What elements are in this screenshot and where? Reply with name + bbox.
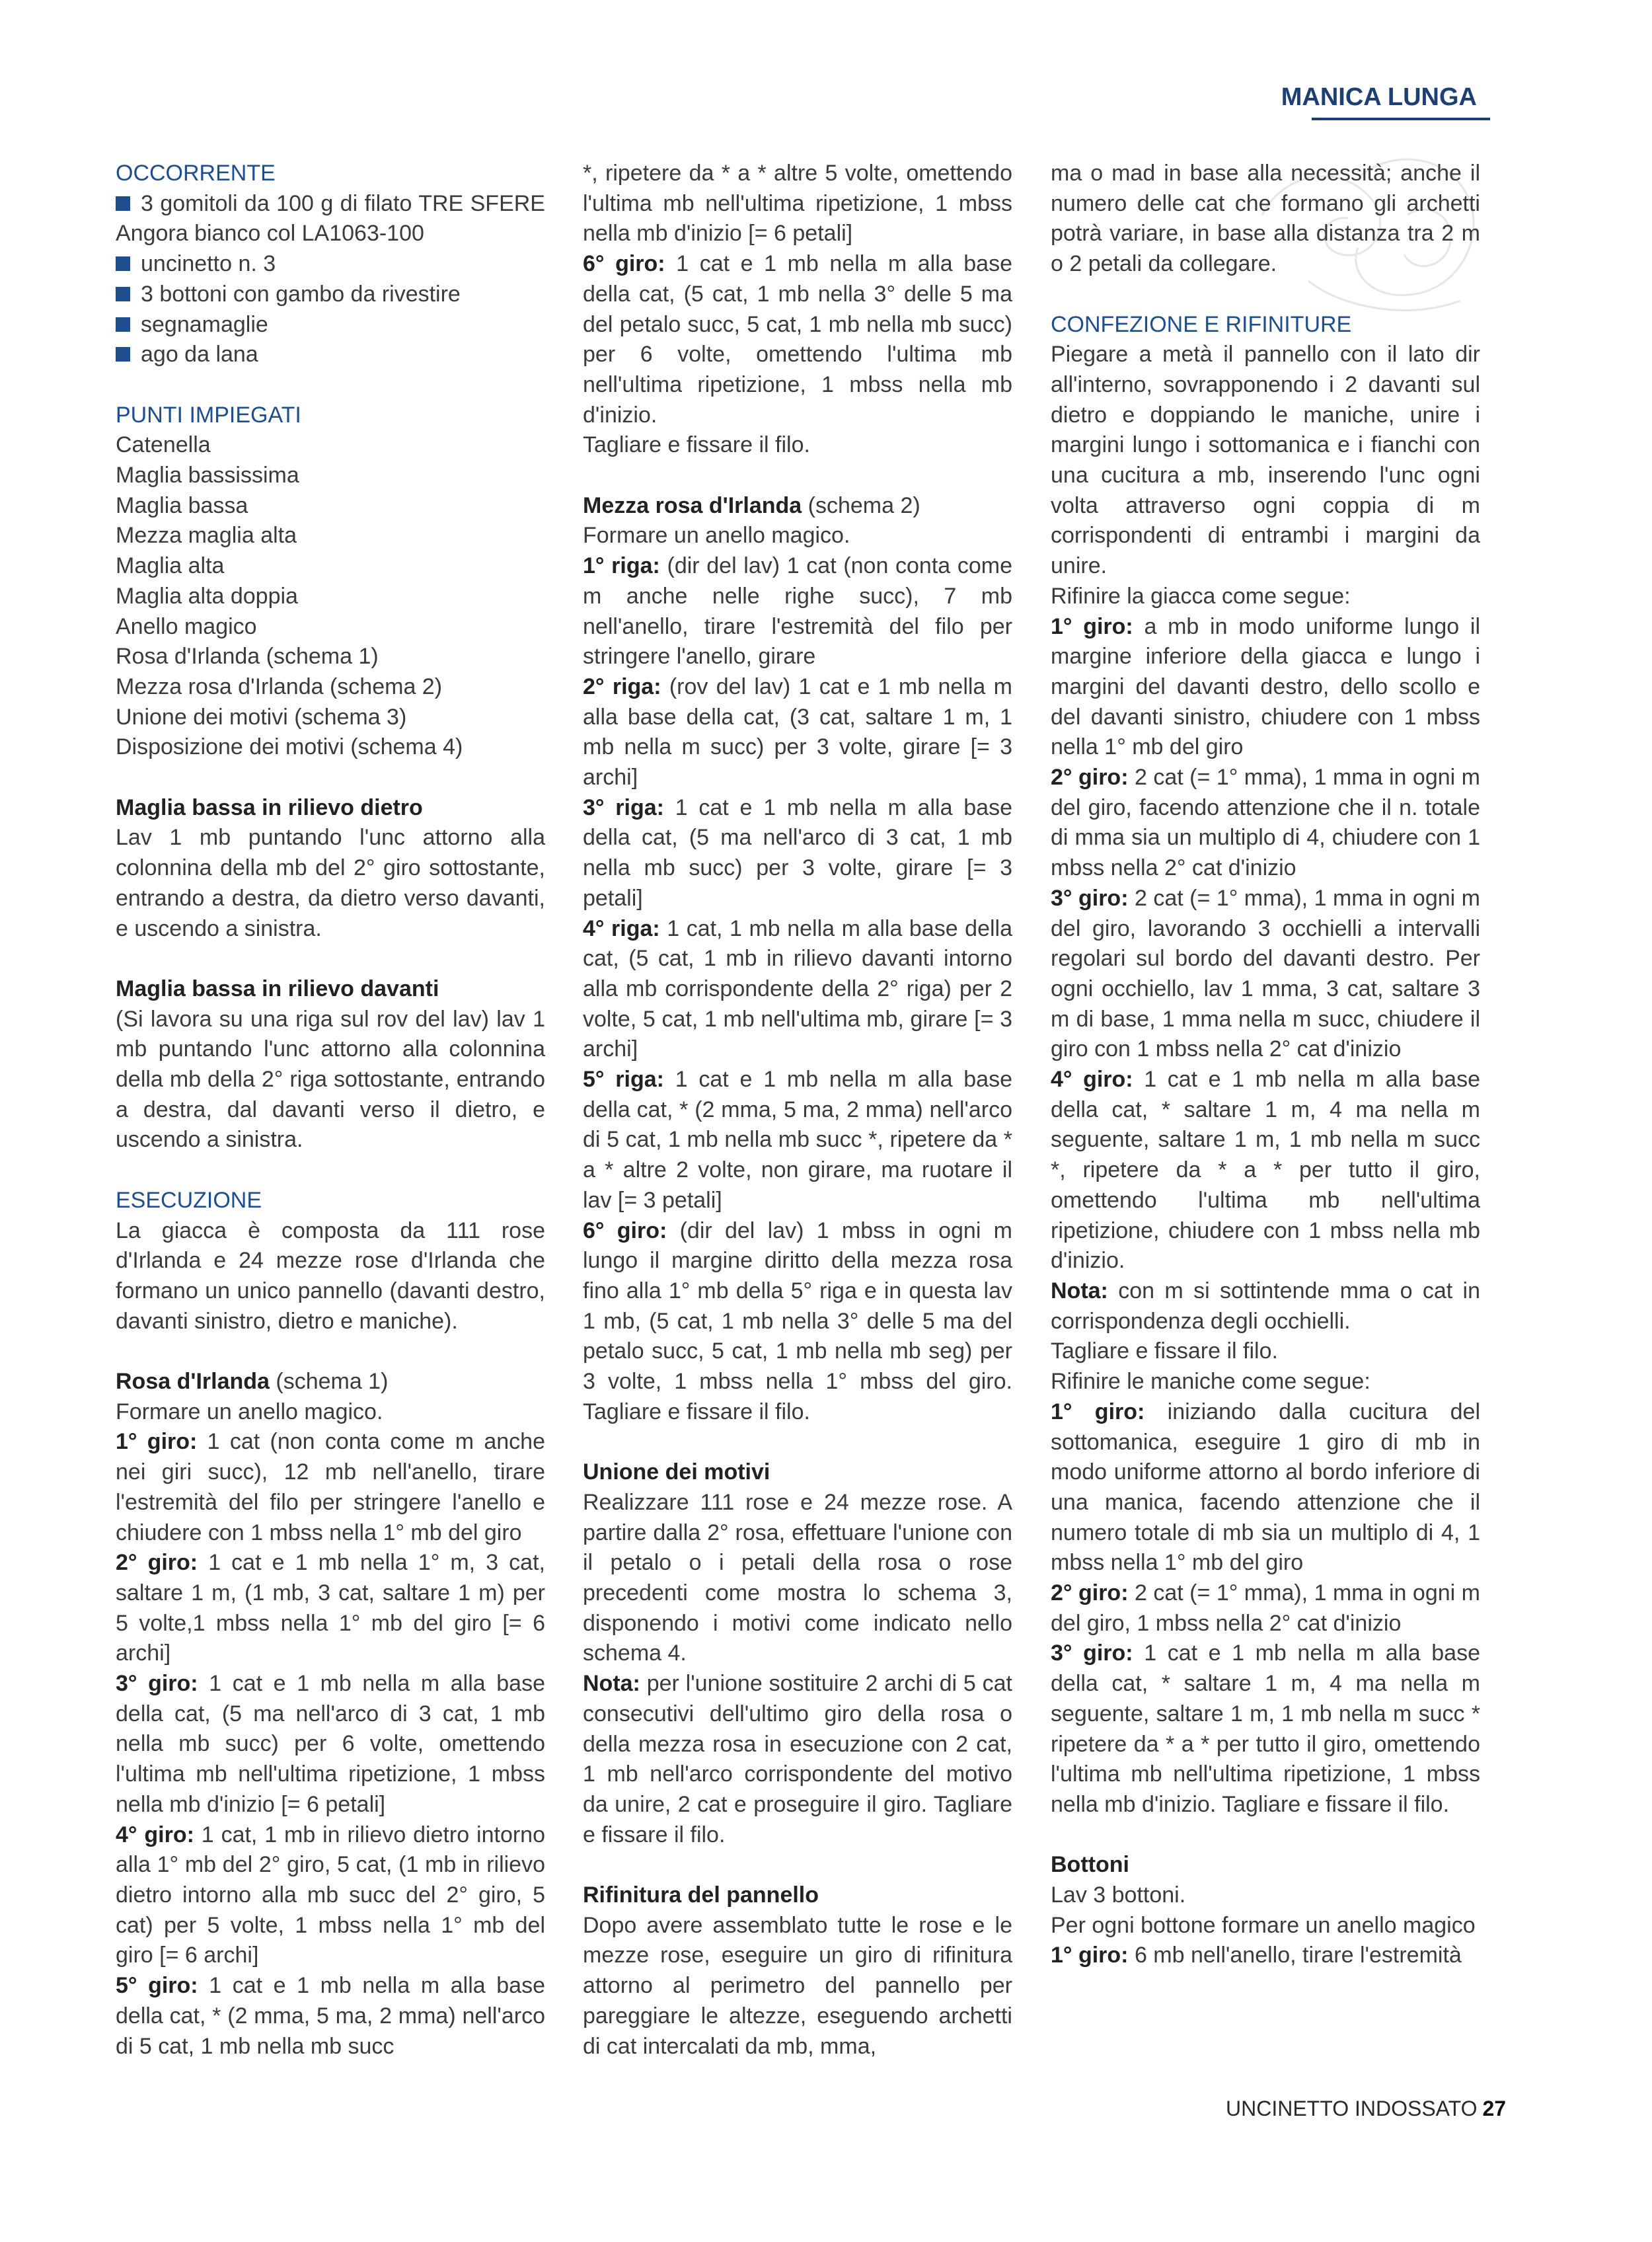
column-2 <box>583 159 1012 2062</box>
rosa-end: Tagliare e fissare il filo. <box>583 432 810 458</box>
stitch-item: Maglia alta <box>116 553 225 579</box>
maniche-intro: Rifinire le maniche come segue: <box>1051 1369 1370 1395</box>
maniche-row: 1° giro: iniziando dalla cucitura del sottomanica, eseguire 1 giro di mb in modo uniforme attorno al bordo inferiore di una manica, facendo attenzione che il numero totale di mb sia un multiplo di 4, 1 mbss nella 1° mb del giro <box>1051 1399 1480 1576</box>
giacca-row: 4° giro: 1 cat e 1 mb nella m alla base della cat, * saltare 1 m, 4 ma nella m seguente, saltare 1 m, 1 mb nella m succ *, ripetere da * a * per tutto il giro, omettendo l'ultima mb nell'ultima ripetizione, chiudere con 1 mbss nella mb d'inizio. <box>1051 1067 1480 1274</box>
spacer <box>583 1850 1012 1880</box>
mezza-rosa-row: 4° riga: 1 cat, 1 mb nella m alla base della cat, (5 cat, 1 mb in rilievo davanti intorno alla mb corrispondente della 2° riga) per 2 volte, 5 cat, 1 mb nell'ultima mb, girare [= 3 archi] <box>583 915 1012 1062</box>
spacer <box>116 1336 545 1367</box>
material-item: 3 bottoni con gambo da rivestire <box>116 280 545 310</box>
mb-davanti-text: (Si lavora su una riga sul rov del lav) lav 1 mb puntando l'unc attorno alla colonnina della mb della 2° riga sottostante, entrando a destra, dal davanti verso il dietro, e uscendo a sinistra. <box>116 1006 545 1153</box>
stitch-item: Maglia bassissima <box>116 463 299 488</box>
unione-note: Nota: per l'unione sostituire 2 archi di 5 cat consecutivi dell'ultimo giro della rosa o della mezza rosa in esecuzione con 2 cat, 1 mb nell'arco corrispondente del motivo da unire, 2 cat e proseguire il giro. Tagliare e fissare il filo. <box>583 1671 1012 1847</box>
spacer <box>116 370 545 401</box>
mb-dietro-text: Lav 1 mb puntando l'unc attorno alla colonnina della mb del 2° giro sottostante, entrando a destra, da dietro verso davanti, e uscendo a sinistra. <box>116 825 545 941</box>
page-number: 27 <box>1482 2097 1507 2120</box>
square-bullet-icon <box>116 317 130 332</box>
mezza-rosa-row: 2° riga: (rov del lav) 1 cat e 1 mb nella m alla base della cat, (3 cat, saltare 1 m, 1 mb nella m succ) per 3 volte, girare [= 3 archi] <box>583 674 1012 791</box>
spacer <box>583 1428 1012 1458</box>
occorrente-heading: OCCORRENTE <box>116 161 276 186</box>
bottoni-text: Per ogni bottone formare un anello magico <box>1051 1912 1476 1938</box>
material-item: uncinetto n. 3 <box>116 249 545 280</box>
mb-dietro-heading: Maglia bassa in rilievo dietro <box>116 794 423 820</box>
rifinitura-continuation: ma o mad in base alla necessità; anche il numero delle cat che formano gli archetti potrà variare, in base alla distanza tra 2 m o 2 petali da collegare. <box>1051 161 1480 277</box>
rosa-row: 4° giro: 1 cat, 1 mb in rilievo dietro intorno alla 1° mb del 2° giro, 5 cat, (1 mb in rilievo dietro intorno alla mb succ del 2° giro, 5 cat) per 5 volte, 1 mbss nella 1° mb del giro [= 6 archi] <box>116 1822 545 1968</box>
header-rule <box>1312 118 1490 120</box>
spacer <box>583 461 1012 491</box>
maniche-row: 3° giro: 1 cat e 1 mb nella m alla base della cat, * saltare 1 m, 4 ma nella m seguente, saltare 1 m, 1 mb nella m succ * ripetere da * a * per tutto il giro, omettendo l'ultima mb nell'ultima ripetizione, 1 mbss nella mb d'inizio. Tagliare e fissare il filo. <box>1051 1641 1480 1817</box>
rifinitura-text: Dopo avere assemblato tutte le rose e le mezze rose, eseguire un giro di rifinitura attorno al perimetro del pannello per pareggiare le altezze, eseguendo archetti di cat intercalati da mb, mma, <box>583 1912 1012 2059</box>
confezione-text: Piegare a metà il pannello con il lato dir all'interno, sovrapponendo i 2 davanti sul dietro e doppiando le maniche, unire i margini lungo i sottomanica e i fianchi con una cucitura a mb, inserendo l'unc ogni volta attraverso ogni coppia di m corrispondenti di entrambi i margini da unire. <box>1051 342 1480 579</box>
giacca-row: 1° giro: a mb in modo uniforme lungo il margine inferiore della giacca e lungo i margini del davanti destro, dello scollo e del davanti sinistro, chiudere con 1 mbss nella 1° mb del giro <box>1051 613 1480 760</box>
stitch-item: Anello magico <box>116 613 257 639</box>
maniche-row: 2° giro: 2 cat (= 1° mma), 1 mma in ogni m del giro, 1 mbss nella 2° cat d'inizio <box>1051 1580 1480 1636</box>
column-1 <box>116 159 545 2062</box>
square-bullet-icon <box>116 196 130 211</box>
spacer <box>1051 280 1480 310</box>
spacer <box>116 763 545 793</box>
rosa-continuation: *, ripetere da * a * altre 5 volte, omettendo l'ultima mb nell'ultima ripetizione, 1 mbss nella mb d'inizio [= 6 petali] <box>583 161 1012 247</box>
rosa-row: 3° giro: 1 cat e 1 mb nella m alla base della cat, (5 ma nell'arco di 3 cat, 1 mb nella mb succ) per 6 volte, omettendo l'ultima mb nell'ultima ripetizione, 1 mbss nella mb d'inizio [= 6 petali] <box>116 1671 545 1817</box>
mezza-rosa-heading: Mezza rosa d'Irlanda (schema 2) <box>583 492 920 518</box>
mb-davanti-heading: Maglia bassa in rilievo davanti <box>116 976 439 1001</box>
giacca-note: Nota: con m si sottintende mma o cat in corrispondenza degli occhielli. <box>1051 1278 1480 1334</box>
bottoni-heading: Bottoni <box>1051 1852 1129 1878</box>
giacca-row: 3° giro: 2 cat (= 1° mma), 1 mma in ogni m del giro, lavorando 3 occhielli a intervalli regolari sul bordo del davanti destro. Per ogni occhiello, lav 1 mma, 3 cat, saltare 3 m di base, 1 mma nella m succ, chiudere il giro con 1 mbss nella 2° cat d'inizio <box>1051 885 1480 1062</box>
spacer <box>1051 1820 1480 1851</box>
mezza-rosa-row: 6° giro: (dir del lav) 1 mbss in ogni m lungo il margine diritto della mezza rosa fino alla 1° mb della 5° riga e in questa lav 1 mb, (5 cat, 1 mb nella 3° delle 5 ma del petalo succ, 5 cat, 1 mb nella mb seg) per 3 volte, 1 mbss nella 1° mbss del giro. Tagliare e fissare il filo. <box>583 1218 1012 1424</box>
stitch-item: Mezza maglia alta <box>116 523 297 549</box>
stitch-item: Catenella <box>116 432 211 458</box>
esecuzione-text: La giacca è composta da 111 rose d'Irlanda e 24 mezze rose d'Irlanda che formano un unico pannello (davanti destro, davanti sinistro, dietro e maniche). <box>116 1218 545 1334</box>
unione-heading: Unione dei motivi <box>583 1459 770 1485</box>
confezione-heading: CONFEZIONE E RIFINITURE <box>1051 311 1352 337</box>
giacca-end: Tagliare e fissare il filo. <box>1051 1338 1278 1364</box>
rosa-row: 2° giro: 1 cat e 1 mb nella 1° m, 3 cat, saltare 1 m, (1 mb, 3 cat, saltare 1 m) per 5 volte,1 mbss nella 1° mb del giro [= 6 archi] <box>116 1550 545 1666</box>
stitch-item: Unione dei motivi (schema 3) <box>116 704 407 730</box>
stitch-item: Disposizione dei motivi (schema 4) <box>116 734 463 760</box>
mezza-rosa-row: 5° riga: 1 cat e 1 mb nella m alla base della cat, * (2 mma, 5 ma, 2 mma) nell'arco di 5 cat, 1 mb nella mb succ *, ripetere da * a * altre 2 volte, non girare, ma ruotare il lav [= 3 petali] <box>583 1067 1012 1213</box>
section-title: MANICA LUNGA <box>1281 83 1477 111</box>
material-item: ago da lana <box>116 340 545 370</box>
mezza-rosa-row: 3° riga: 1 cat e 1 mb nella m alla base della cat, (5 ma nell'arco di 3 cat, 1 mb nella mb succ) per 3 volte, girare [= 3 petali] <box>583 794 1012 911</box>
material-item: 3 gomitoli da 100 g di filato TRE SFERE Angora bianco col LA1063-100 <box>116 190 545 247</box>
square-bullet-icon <box>116 347 130 362</box>
rifinitura-heading: Rifinitura del pannello <box>583 1882 819 1908</box>
mezza-rosa-intro: Formare un anello magico. <box>583 523 850 549</box>
stitch-item: Mezza rosa d'Irlanda (schema 2) <box>116 674 443 699</box>
spacer <box>116 944 545 974</box>
mezza-rosa-row: 1° riga: (dir del lav) 1 cat (non conta come m anche nelle righe succ), 7 mb nell'anello, tirare l'estremità del filo per stringere l'anello, girare <box>583 553 1012 670</box>
rosa-heading: Rosa d'Irlanda (schema 1) <box>116 1369 389 1395</box>
square-bullet-icon <box>116 256 130 271</box>
punti-heading: PUNTI IMPIEGATI <box>116 402 301 428</box>
bottoni-row: 1° giro: 6 mb nell'anello, tirare l'estremità <box>1051 1943 1462 1968</box>
spacer <box>116 1155 545 1186</box>
magazine-name: UNCINETTO INDOSSATO <box>1226 2097 1478 2120</box>
square-bullet-icon <box>116 287 130 301</box>
rosa-row: 5° giro: 1 cat e 1 mb nella m alla base della cat, * (2 mma, 5 ma, 2 mma) nell'arco di 5 cat, 1 mb nella mb succ <box>116 1973 545 2059</box>
rosa-row: 1° giro: 1 cat (non conta come m anche nei giri succ), 12 mb nell'anello, tirare l'estremità del filo per stringere l'anello e chiudere con 1 mbss nella 1° mb del giro <box>116 1429 545 1545</box>
stitch-item: Rosa d'Irlanda (schema 1) <box>116 644 379 670</box>
giacca-intro: Rifinire la giacca come segue: <box>1051 583 1351 609</box>
rosa-row: 6° giro: 1 cat e 1 mb nella m alla base della cat, (5 cat, 1 mb nella 3° delle 5 ma del petalo succ, 5 cat, 1 mb nella mb succ) per 6 volte, omettendo l'ultima mb nell'ultima ripetizione, 1 mbss nella mb d'inizio. <box>583 251 1012 428</box>
stitch-item: Maglia alta doppia <box>116 583 298 609</box>
material-item: segnamaglie <box>116 310 545 340</box>
unione-text: Realizzare 111 rose e 24 mezze rose. A partire dalla 2° rosa, effettuare l'unione con il petalo o i petali della rosa o rose precedenti come mostra lo schema 3, disponendo i motivi come indicato nello schema 4. <box>583 1489 1012 1666</box>
page-footer <box>1226 2097 1507 2121</box>
rosa-intro: Formare un anello magico. <box>116 1399 383 1424</box>
bottoni-text: Lav 3 bottoni. <box>1051 1882 1186 1908</box>
giacca-row: 2° giro: 2 cat (= 1° mma), 1 mma in ogni m del giro, facendo attenzione che il n. totale di mma sia un multiplo di 4, chiudere con 1 mbss nella 2° cat d'inizio <box>1051 765 1480 881</box>
stitch-item: Maglia bassa <box>116 492 248 518</box>
esecuzione-heading: ESECUZIONE <box>116 1187 262 1213</box>
column-3 <box>1051 159 1480 1971</box>
